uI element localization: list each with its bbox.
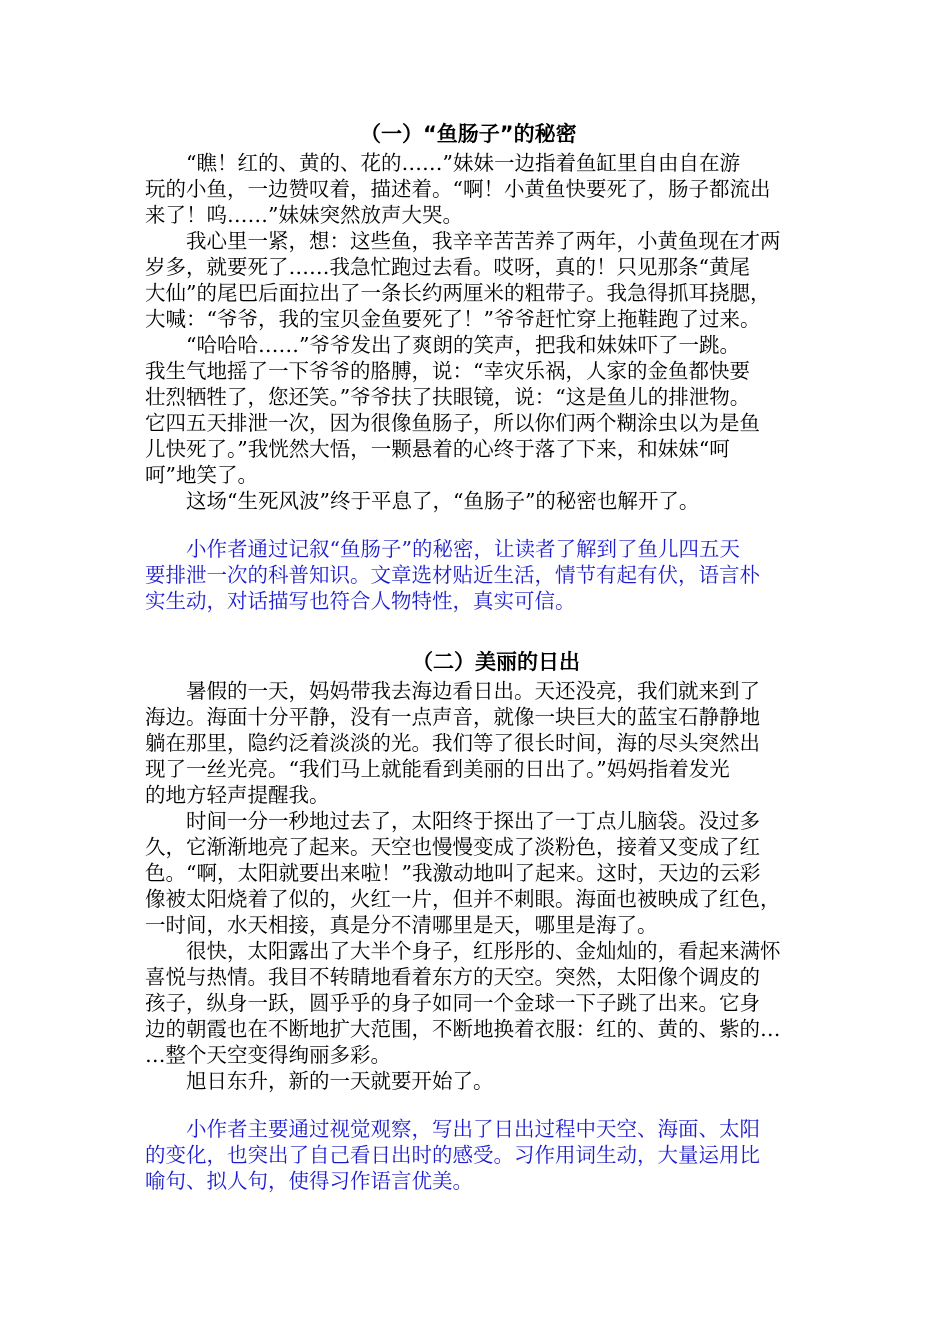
section-2-line: 孩子，纵身一跃，圆乎乎的身子如同一个金球一下子跳了出来。它身 xyxy=(145,991,760,1015)
section-1-line: 大仙”的尾巴后面拉出了一条长约两厘米的粗带子。我急得抓耳挠腮， xyxy=(145,281,771,305)
section-2-line: 像被太阳烧着了似的，火红一片，但并不刺眼。海面也被映成了红色， xyxy=(145,887,781,911)
section-1-line: 我生气地摇了一下爷爷的胳膊，说：“幸灾乐祸，人家的金鱼都快要 xyxy=(145,359,750,383)
section-1-line: 我心里一紧，想：这些鱼，我辛辛苦苦养了两年，小黄鱼现在才两 xyxy=(145,229,781,253)
section-2-line: 暑假的一天，妈妈带我去海边看日出。天还没亮，我们就来到了 xyxy=(145,679,760,703)
section-2-comment-line: 的变化，也突出了自己看日出时的感受。习作用词生动，大量运用比 xyxy=(145,1143,760,1167)
section-2-line: 的地方轻声提醒我。 xyxy=(145,783,330,807)
section-2-line: 海边。海面十分平静，没有一点声音，就像一块巨大的蓝宝石静静地 xyxy=(145,705,760,729)
section-2-title: （二）美丽的日出 xyxy=(412,650,580,674)
section-2-line: 喜悦与热情。我目不转睛地看着东方的天空。突然，太阳像个调皮的 xyxy=(145,965,760,989)
section-1-line: 大喊：“爷爷，我的宝贝金鱼要死了！”爷爷赶忙穿上拖鞋跑了过来。 xyxy=(145,307,761,331)
section-1-line: 来了！呜……”妹妹突然放声大哭。 xyxy=(145,203,463,227)
section-2-line: 色。“啊，太阳就要出来啦！”我激动地叫了起来。这时，天边的云彩 xyxy=(145,861,761,885)
section-1-comment-line: 实生动，对话描写也符合人物特性，真实可信。 xyxy=(145,589,576,613)
section-2-comment-line: 喻句、拟人句，使得习作语言优美。 xyxy=(145,1169,473,1193)
section-2-line: 一时间，水天相接，真是分不清哪里是天，哪里是海了。 xyxy=(145,913,658,937)
section-1-line: 岁多，就要死了……我急忙跑过去看。哎呀，真的！只见那条“黄尾 xyxy=(145,255,750,279)
section-1-line: “哈哈哈……”爷爷发出了爽朗的笑声，把我和妹妹吓了一跳。 xyxy=(145,333,740,357)
section-1-comment-line: 小作者通过记叙“鱼肠子”的秘密，让读者了解到了鱼儿四五天 xyxy=(145,537,740,561)
section-1-line: 这场“生死风波”终于平息了，“鱼肠子”的秘密也解开了。 xyxy=(145,489,700,513)
section-1-line: “瞧！红的、黄的、花的……”妹妹一边指着鱼缸里自由自在游 xyxy=(145,151,740,175)
section-1-comment-line: 要排泄一次的科普知识。文章选材贴近生活，情节有起有伏，语言朴 xyxy=(145,563,760,587)
section-1-line: 儿快死了。”我恍然大悟，一颗悬着的心终于落了下来，和妹妹“呵 xyxy=(145,437,730,461)
section-2-line: 久，它渐渐地亮了起来。天空也慢慢变成了淡粉色，接着又变成了红 xyxy=(145,835,760,859)
section-2-line: 时间一分一秒地过去了，太阳终于探出了一丁点儿脑袋。没过多 xyxy=(145,809,760,833)
section-2-line: 躺在那里，隐约泛着淡淡的光。我们等了很长时间，海的尽头突然出 xyxy=(145,731,760,755)
section-1-line: 呵”地笑了。 xyxy=(145,463,258,487)
section-1-title: （一）“鱼肠子”的秘密 xyxy=(360,122,577,146)
section-1-line: 玩的小鱼，一边赞叹着，描述着。“啊！小黄鱼快要死了，肠子都流出 xyxy=(145,177,771,201)
section-2-line: 旭日东升，新的一天就要开始了。 xyxy=(145,1069,494,1093)
section-1-line: 壮烈牺牲了，您还笑。”爷爷扶了扶眼镜，说：“这是鱼儿的排泄物。 xyxy=(145,385,751,409)
section-2-line: 现了一丝光亮。“我们马上就能看到美丽的日出了。”妈妈指着发光 xyxy=(145,757,730,781)
section-2-line: 边的朝霞也在不断地扩大范围，不断地换着衣服：红的、黄的、紫的… xyxy=(145,1017,781,1041)
section-2-line: 很快，太阳露出了大半个身子，红彤彤的、金灿灿的，看起来满怀 xyxy=(145,939,781,963)
section-2-line: …整个天空变得绚丽多彩。 xyxy=(145,1043,391,1067)
section-2-comment-line: 小作者主要通过视觉观察，写出了日出过程中天空、海面、太阳 xyxy=(145,1117,760,1141)
section-1-line: 它四五天排泄一次，因为很像鱼肠子，所以你们两个糊涂虫以为是鱼 xyxy=(145,411,760,435)
